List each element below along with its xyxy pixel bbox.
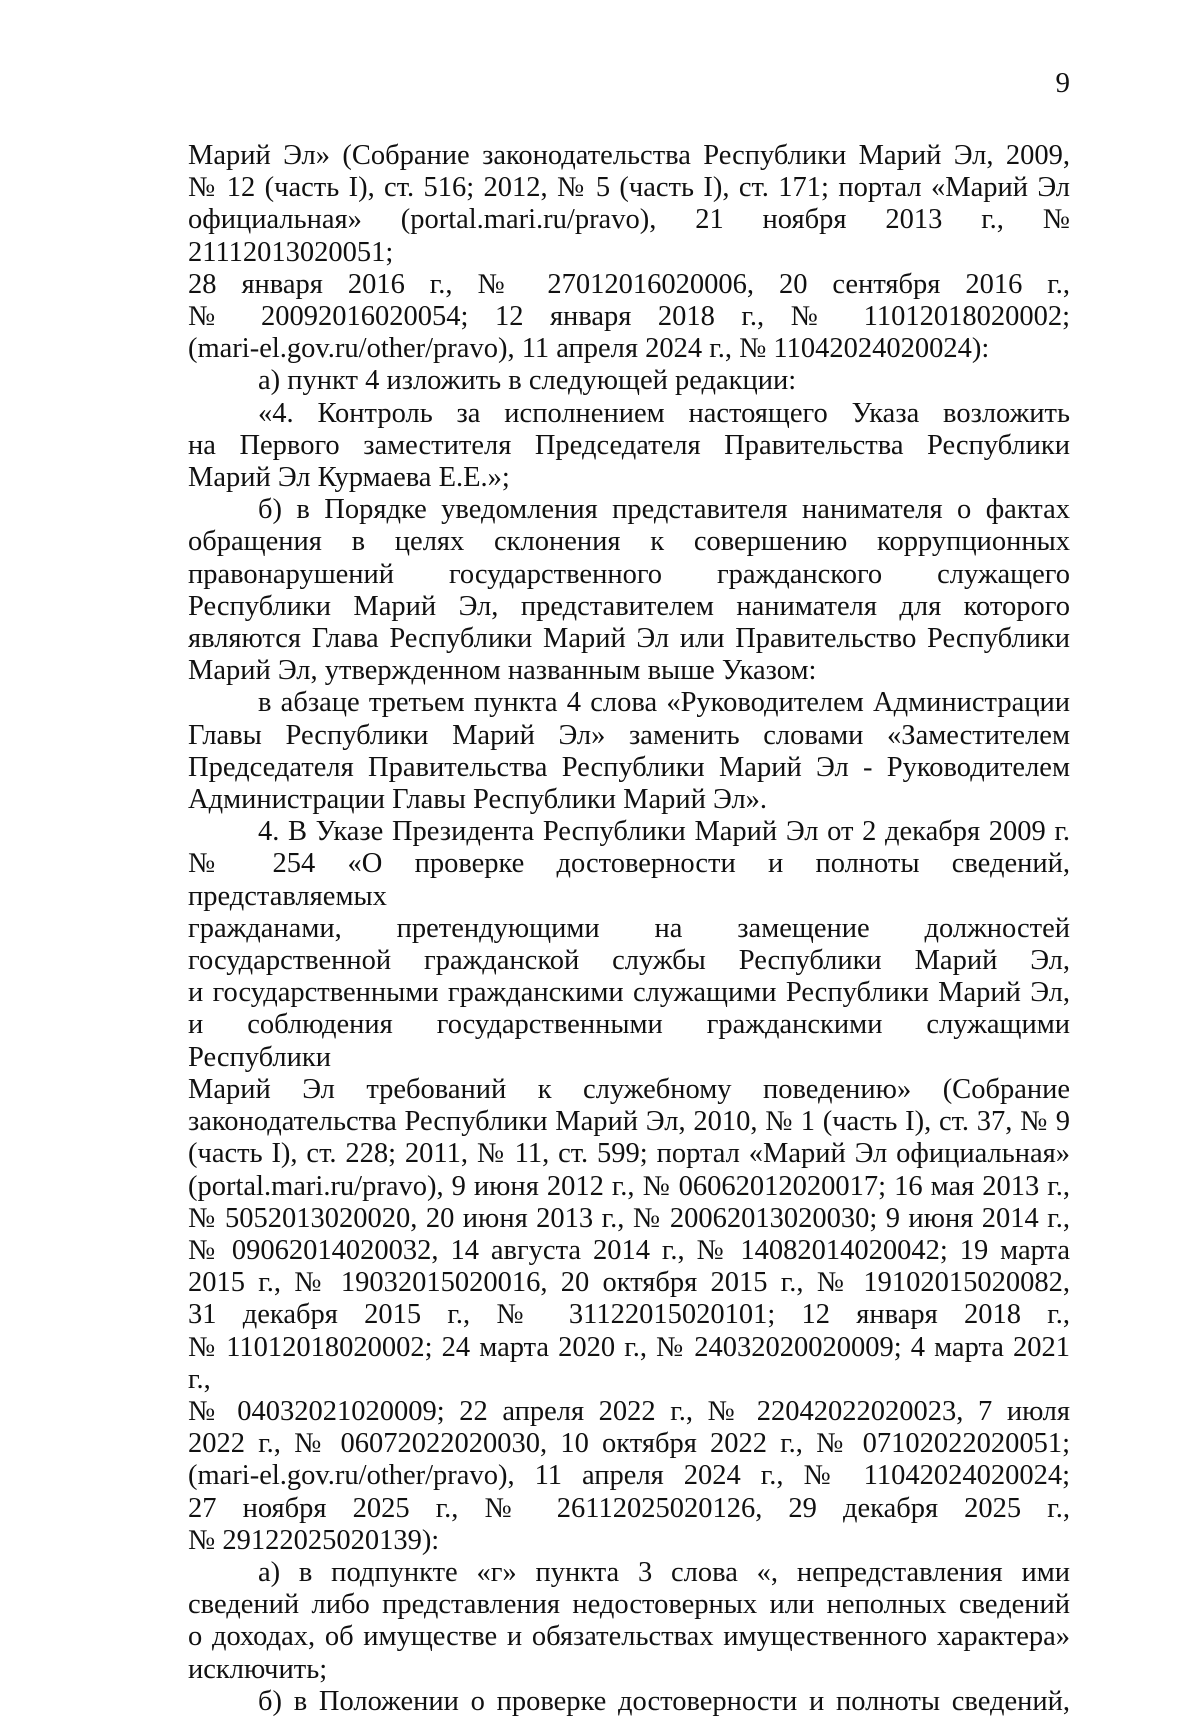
text-line: (mari-el.gov.ru/other/pravo), 11 апреля 2024 г., № 11042024020024): <box>188 333 990 365</box>
text-line: «4. Контроль за исполнением настоящего Указа возложить <box>258 397 1070 429</box>
text-line: Администрации Главы Республики Марий Эл». <box>188 784 768 816</box>
text-line: Марий Эл, утвержденном названным выше Указом: <box>188 655 817 687</box>
text-line: № 29122025020139): <box>188 1524 440 1556</box>
text-line: № 20092016020054; 12 января 2018 г., № 11012018020002; <box>188 301 1070 333</box>
text-line: (portal.mari.ru/pravo), 9 июня 2012 г., № 06062012020017; 16 мая 2013 г., <box>188 1170 1070 1202</box>
text-line: Председателя Правительства Республики Марий Эл - Руководителем <box>188 751 1070 783</box>
text-line: сведений либо представления недостоверных или неполных сведений <box>188 1589 1070 1621</box>
text-line: 4. В Указе Президента Республики Марий Эл от 2 декабря 2009 г. <box>258 816 1070 848</box>
text-line: обращения в целях склонения к совершению коррупционных <box>188 526 1070 558</box>
text-line: Республики Марий Эл, представителем нанимателя для которого <box>188 590 1070 622</box>
paragraph-continuation <box>188 140 1070 365</box>
text-line: б) в Положении о проверке достоверности и полноты сведений, <box>258 1685 1070 1717</box>
text-line: № 5052013020020, 20 июня 2013 г., № 20062013020030; 9 июня 2014 г., <box>188 1202 1070 1234</box>
text-line: а) пункт 4 изложить в следующей редакции: <box>258 365 797 397</box>
text-line: на Первого заместителя Председателя Правительства Республики <box>188 429 1070 461</box>
text-line: и соблюдения государственными гражданскими служащими Республики <box>188 1009 1070 1073</box>
text-line: 2015 г., № 19032015020016, 20 октября 2015 г., № 19102015020082, <box>188 1267 1070 1299</box>
document-body <box>188 140 1070 1718</box>
text-line: являются Глава Республики Марий Эл или Правительство Республики <box>188 623 1070 655</box>
text-line: (часть I), ст. 228; 2011, № 11, ст. 599; портал «Марий Эл официальная» <box>188 1138 1070 1170</box>
page-number: 9 <box>1055 67 1070 99</box>
text-line: б) в Порядке уведомления представителя нанимателя о фактах <box>258 494 1070 526</box>
text-line: Марий Эл» (Собрание законодательства Республики Марий Эл, 2009, <box>188 140 1070 171</box>
paragraph-quote-point-4 <box>188 398 1070 495</box>
text-line: и государственными гражданскими служащими Республики Марий Эл, <box>188 977 1070 1009</box>
text-line: (mari-el.gov.ru/other/pravo), 11 апреля 2024 г., № 11042024020024; <box>188 1460 1070 1492</box>
text-line: гражданами, претендующими на замещение должностей <box>188 912 1070 944</box>
text-line: № 11012018020002; 24 марта 2020 г., № 24032020020009; 4 марта 2021 г., <box>188 1331 1070 1395</box>
paragraph-amendment <box>188 687 1070 816</box>
text-line: № 04032021020009; 22 апреля 2022 г., № 22042022020023, 7 июля <box>188 1395 1070 1427</box>
text-line: официальная» (portal.mari.ru/pravo), 21 ноября 2013 г., № 21112013020051; <box>188 204 1070 268</box>
text-line: 28 января 2016 г., № 27012016020006, 20 сентября 2016 г., <box>188 268 1070 300</box>
text-line: 31 декабря 2015 г., № 31122015020101; 12 января 2018 г., <box>188 1299 1070 1331</box>
text-line: правонарушений государственного гражданского служащего <box>188 558 1070 590</box>
paragraph-item-a <box>188 365 1070 397</box>
text-line: Главы Республики Марий Эл» заменить словами «Заместителем <box>188 719 1070 751</box>
text-line: 27 ноября 2025 г., № 26112025020126, 29 декабря 2025 г., <box>188 1492 1070 1524</box>
text-line: в абзаце третьем пункта 4 слова «Руководителем Администрации <box>258 687 1070 719</box>
text-line: а) в подпункте «г» пункта 3 слова «, непредставления ими <box>258 1556 1070 1588</box>
text-line: исключить; <box>188 1653 328 1685</box>
text-line: Марий Эл требований к служебному поведению» (Собрание <box>188 1073 1070 1105</box>
text-line: № 12 (часть I), ст. 516; 2012, № 5 (часть I), ст. 171; портал «Марий Эл <box>188 172 1070 204</box>
text-line: законодательства Республики Марий Эл, 2010, № 1 (часть I), ст. 37, № 9 <box>188 1106 1070 1138</box>
paragraph-subitem-a <box>188 1557 1070 1686</box>
paragraph-subitem-b <box>188 1686 1070 1718</box>
text-line: 2022 г., № 06072022020030, 10 октября 2022 г., № 07102022020051; <box>188 1428 1070 1460</box>
paragraph-item-b <box>188 494 1070 687</box>
text-line: № 09062014020032, 14 августа 2014 г., № 14082014020042; 19 марта <box>188 1234 1070 1266</box>
text-line: государственной гражданской службы Республики Марий Эл, <box>188 945 1070 977</box>
text-line: о доходах, об имуществе и обязательствах имущественного характера» <box>188 1621 1070 1653</box>
paragraph-point-4 <box>188 816 1070 1557</box>
text-line: № 254 «О проверке достоверности и полноты сведений, представляемых <box>188 848 1070 912</box>
text-line: Марий Эл Курмаева Е.Е.»; <box>188 462 510 494</box>
